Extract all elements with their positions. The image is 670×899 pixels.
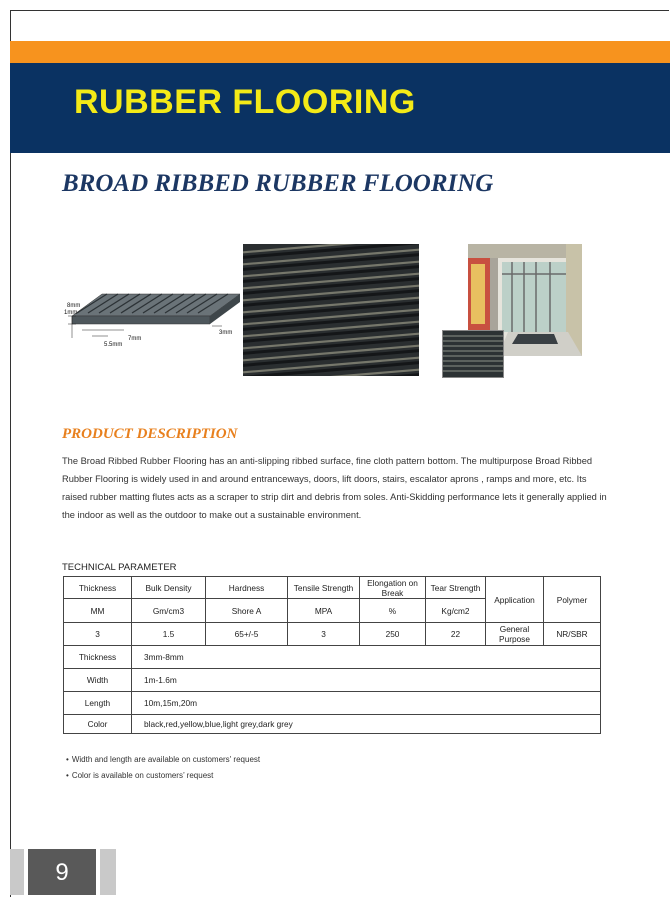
- note-item: • Color is available on customers’ request: [66, 768, 260, 784]
- table-values-row: [64, 623, 601, 646]
- dim-label-1mm: 1mm: [64, 310, 78, 316]
- unit-cell: %: [360, 599, 426, 623]
- unit-cell: Kg/cm2: [426, 599, 486, 623]
- description-heading: PRODUCT DESCRIPTION: [62, 426, 238, 442]
- row-label: Color: [64, 715, 132, 734]
- technical-parameter-table: [63, 576, 601, 734]
- profile-diagram: [62, 280, 240, 352]
- header-title: RUBBER FLOORING: [74, 83, 416, 121]
- value-cell: 3: [64, 623, 132, 646]
- row-label: Width: [64, 669, 132, 692]
- ribbed-surface-photo: [243, 244, 419, 376]
- header-cell: Thickness: [64, 577, 132, 599]
- value-cell: General Purpose: [486, 623, 544, 646]
- footer-right-bar: [100, 849, 116, 895]
- product-title: BROAD RIBBED RUBBER FLOORING: [62, 170, 494, 197]
- row-label: Thickness: [64, 646, 132, 669]
- unit-cell: MM: [64, 599, 132, 623]
- header-cell: Bulk Density: [132, 577, 206, 599]
- value-cell: 250: [360, 623, 426, 646]
- header-cell: Polymer: [544, 577, 601, 623]
- page-number: 9: [28, 849, 96, 895]
- dim-label-7mm: 7mm: [128, 336, 142, 342]
- table-row-color: [64, 715, 601, 734]
- value-cell: NR/SBR: [544, 623, 601, 646]
- value-cell: 22: [426, 623, 486, 646]
- header-cell: Tensile Strength: [288, 577, 360, 599]
- header-cell: Application: [486, 577, 544, 623]
- row-label: Length: [64, 692, 132, 715]
- row-value: black,red,yellow,blue,light grey,dark grey: [132, 715, 601, 734]
- value-cell: 1.5: [132, 623, 206, 646]
- unit-cell: Shore A: [206, 599, 288, 623]
- note-item: • Width and length are available on customers' request: [66, 752, 260, 768]
- row-value: 3mm-8mm: [132, 646, 601, 669]
- row-value: 10m,15m,20m: [132, 692, 601, 715]
- description-text: The Broad Ribbed Rubber Flooring has an anti-slipping ribbed surface, fine cloth pattern bottom. The multipurpose Broad Ribbed Rubber Flooring is widely used in and around entranceways, doors, lift doors, stairs, escalator aprons , ramps and more, etc. Its raised rubber matting flutes acts as a scraper to strip dirt and debris from soles. Anti-Skidding performance lets it generally applied in the indoor as well as the outdoor to make out a sustainable environment.: [62, 456, 607, 520]
- unit-cell: MPA: [288, 599, 360, 623]
- table-row-thickness: [64, 646, 601, 669]
- header-orange-band: [10, 41, 670, 63]
- mat-sample-photo: [442, 330, 504, 378]
- footer-left-bar: [10, 849, 24, 895]
- header-cell: Tear Strength: [426, 577, 486, 599]
- technical-parameter-label: TECHNICAL PARAMETER: [62, 562, 177, 573]
- table-row-length: [64, 692, 601, 715]
- unit-cell: Gm/cm3: [132, 599, 206, 623]
- dim-label-3mm: 3mm: [219, 330, 233, 336]
- table-header-row: [64, 577, 601, 599]
- row-value: 1m-1.6m: [132, 669, 601, 692]
- value-cell: 65+/-5: [206, 623, 288, 646]
- header-cell: Elongation on Break: [360, 577, 426, 599]
- value-cell: 3: [288, 623, 360, 646]
- dim-label-8mm: 8mm: [67, 303, 81, 309]
- notes-list: [66, 752, 260, 784]
- header-cell: Hardness: [206, 577, 288, 599]
- dim-label-5-5mm: 5.5mm: [104, 342, 123, 348]
- table-row-width: [64, 669, 601, 692]
